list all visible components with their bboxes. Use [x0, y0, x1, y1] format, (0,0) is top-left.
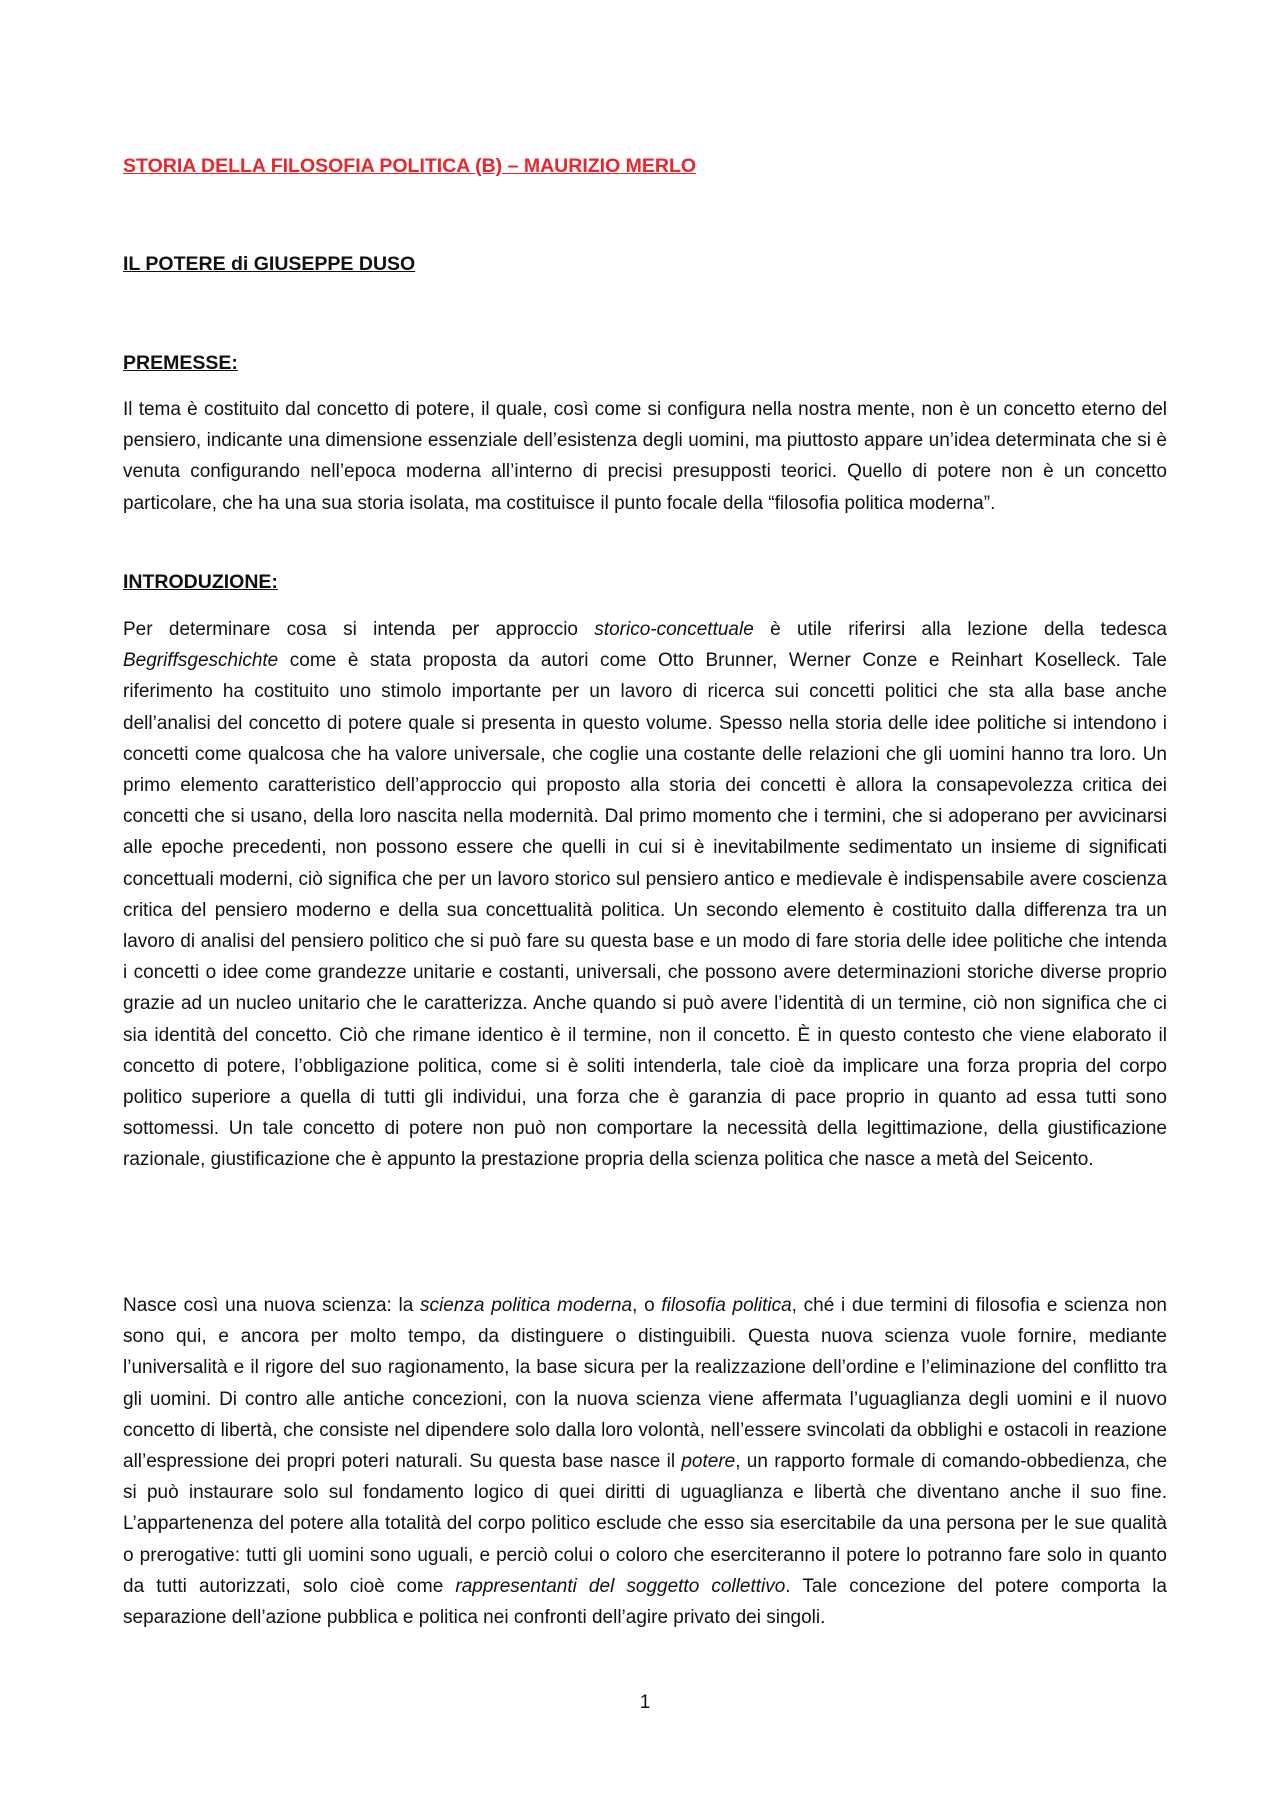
italic-run: Begriffsgeschichte — [123, 650, 279, 672]
text-run: come è stata proposta da autori come Otto Brunner, Werner Conze e Reinhart Koselleck. Tale riferimento ha costituito uno stimolo importante per un lavoro di ricerca sui concetti politici che sta alla base anche dell’analisi del concetto di potere quale si presenta in questo volume. Spesso nella storia delle idee politiche si intendono i concetti come qualcosa che ha valore universale, che coglie una costante delle relazioni che gli uomini hanno tra loro. Un primo elemento caratteristico dell’approccio qui proposto alla storia dei concetti è allora la consapevolezza critica dei concetti che si usano, della loro nascita nella modernità. Dal primo momento che i termini, che si adoperano per avvicinarsi alle epoche precedenti, non possono essere che quelli in cui si è inevitabilmente sedimentato un insieme di significati concettuali moderni, ciò significa che per un lavoro storico sul pensiero antico e medievale è indispensabile avere coscienza critica del pensiero moderno e della sua concettualità politica. Un secondo elemento è costituito dalla differenza tra un lavoro di analisi del pensiero politico che si può fare su questa base e un modo di fare storia delle idee politiche che intenda i concetti o idee come grandezze unitarie e costanti, universali, che possono avere determinazioni storiche diverse proprio grazie ad un nucleo unitario che le caratterizza. Anche quando si può avere l’identità di un termine, ciò non significa che ci sia identità del concetto. Ciò che rimane identico è il termine, non il concetto. È in questo contesto che viene elaborato il concetto di potere, l’obbligazione politica, come si è soliti intenderla, tale cioè da implicare una forza propria del corpo politico superiore a quella di tutti gli individui, una forza che è garanzia di pace proprio in quanto ad essa tutti sono sottomessi. Un tale concetto di potere non può non comportare la necessità della legittimazione, della giustificazione razionale, giustificazione che è appunto la prestazione propria della scienza politica che nasce a metà del Seicento. — [123, 650, 1167, 1171]
paragraph-introduzione-2 — [123, 1290, 1167, 1633]
paragraph-premesse: Il tema è costituito dal concetto di potere, il quale, così come si configura nella nostra mente, non è un concetto eterno del pensiero, indicante una dimensione essenziale dell’esistenza degli uomini, ma piuttosto appare un’idea determinata che si è venuta configurando nell’epoca moderna all’interno di precisi presupposti teorici. Quello di potere non è un concetto particolare, che ha una sua storia isolata, ma costituisce il punto focale della “filosofia politica moderna”. — [123, 399, 1167, 514]
text-run: . Tale concezione del potere comporta la separazione dell’azione pubblica e politica nei confronti dell’agire privato dei singoli. — [123, 1575, 1167, 1629]
paragraph-introduzione-1 — [123, 614, 1167, 1176]
text-run: , o — [632, 1295, 662, 1316]
italic-run: filosofia politica — [661, 1295, 792, 1316]
page-number: 1 — [639, 1692, 651, 1713]
italic-run: potere — [681, 1451, 736, 1473]
document-title: STORIA DELLA FILOSOFIA POLITICA (B) – MAURIZIO MERLO — [123, 155, 697, 177]
text-run: Nasce così una nuova scienza: la — [123, 1295, 421, 1316]
italic-run: scienza politica moderna — [420, 1295, 633, 1316]
heading-premesse: PREMESSE: — [123, 352, 238, 374]
text-run: , ché i due termini di filosofia e scienza non sono qui, e ancora per molto tempo, da distinguere o distinguibili. Questa nuova scienza vuole fornire, mediante l’universalità e il rigore del suo ragionamento, la base sicura per la realizzazione dell’ordine e l’eliminazione del conflitto tra gli uomini. Di contro alle antiche concezioni, con la nuova scienza viene affermata l’uguaglianza degli uomini e il nuovo concetto di libertà, che consiste nel dipendere solo dalla loro volontà, nell’essere svincolati da obblighi e ostacoli in reazione all’espressione dei propri poteri naturali. Su questa base nasce il — [123, 1295, 1167, 1473]
italic-run: storico-concettuale — [594, 619, 754, 640]
italic-run: rappresentanti del soggetto collettivo — [455, 1575, 786, 1597]
document-subtitle: IL POTERE di GIUSEPPE DUSO — [123, 253, 416, 275]
text-run: è utile riferirsi alla lezione della tedesca — [753, 619, 1167, 640]
text-run: Per determinare cosa si intenda per approccio — [123, 619, 595, 640]
text-run: , un rapporto formale di comando-obbedienza, che si può instaurare solo sul fondamento logico di quei diritti di uguaglianza e libertà che diventano anche il suo fine. L’appartenenza del potere alla totalità del corpo politico esclude che esso sia esercitabile da una persona per le sue qualità o prerogative: tutti gli uomini sono uguali, e perciò colui o coloro che eserciteranno il potere lo potranno fare solo in quanto da tutti autorizzati, solo cioè come — [123, 1451, 1168, 1597]
heading-introduzione: INTRODUZIONE: — [123, 571, 278, 593]
